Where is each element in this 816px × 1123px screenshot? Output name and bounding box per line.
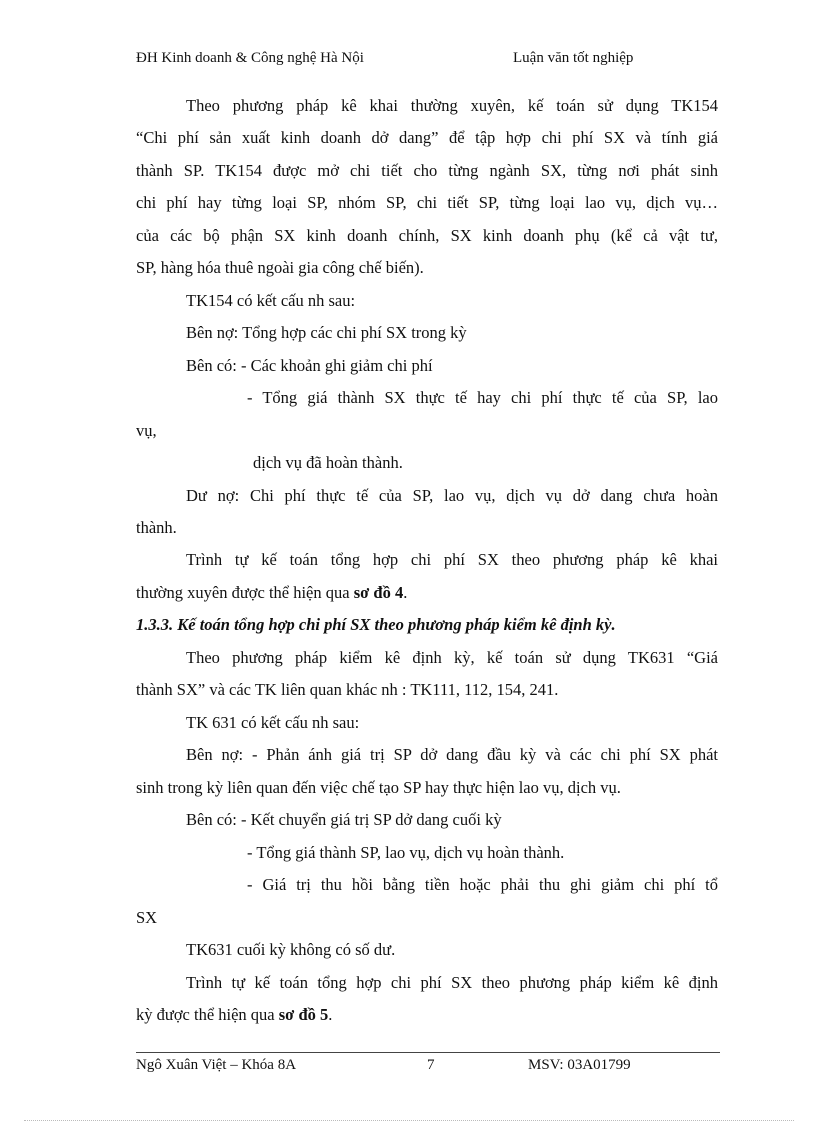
tk631-credit-3b: SX: [136, 908, 158, 927]
tk154-balance-2: thành.: [136, 518, 177, 537]
tk154-intro: TK154 có kết cấu nh sau:: [186, 291, 356, 310]
diagram-5-reference: sơ đồ 5: [278, 1005, 329, 1024]
section-heading: 1.3.3. Kế toán tổng hợp chi phí SX theo phương pháp kiểm kê định kỳ.: [136, 615, 616, 634]
p1-line-1: Theo phương pháp kê khai thường xuyên, kế toán sử dụng TK154: [186, 96, 718, 115]
tk631-seq-2-text: kỳ được thể hiện qua: [136, 1005, 279, 1024]
tk154-credit-2c: dịch vụ đã hoàn thành.: [253, 453, 403, 472]
tk631-seq-2: [136, 1005, 718, 1025]
tk154-credit-2a: - Tổng giá thành SX thực tế hay chi phí thực tế của SP, lao: [247, 388, 718, 407]
header-right: Luận văn tốt nghiệp: [513, 50, 634, 66]
tk631-no-balance: TK631 cuối kỳ không có số dư.: [186, 940, 396, 959]
tk154-seq-1: Trình tự kế toán tổng hợp chi phí SX theo phương pháp kê khai: [186, 550, 718, 569]
tk631-debit-2: sinh trong kỳ liên quan đến việc chế tạo SP hay thực hiện lao vụ, dịch vụ.: [136, 778, 621, 797]
tk631-seq-1: Trình tự kế toán tổng hợp chi phí SX theo phương pháp kiểm kê định: [186, 973, 718, 992]
p1-line-2: “Chi phí sản xuất kinh doanh dở dang” để tập hợp chi phí SX và tính giá: [136, 128, 718, 147]
tk154-seq-2-end: .: [403, 583, 408, 602]
tk154-seq-2-text: thường xuyên được thể hiện qua: [136, 583, 354, 602]
footer-author: Ngô Xuân Việt – Khóa 8A: [136, 1057, 297, 1073]
p1-line-4: chi phí hay từng loại SP, nhóm SP, chi tiết SP, từng loại lao vụ, dịch vụ…: [136, 193, 718, 212]
tk631-credit-1: Bên có: - Kết chuyển giá trị SP dở dang cuối kỳ: [186, 810, 502, 829]
tk631-intro: TK 631 có kết cấu nh sau:: [186, 713, 360, 732]
tk154-seq-2: [136, 583, 718, 603]
tk154-credit-2b: vụ,: [136, 421, 157, 440]
tk631-credit-3: - Giá trị thu hồi bằng tiền hoặc phải thu ghi giảm chi phí tổ: [247, 875, 718, 894]
tk154-credit-1: Bên có: - Các khoản ghi giảm chi phí: [186, 356, 433, 375]
diagram-4-reference: sơ đồ 4: [353, 583, 404, 602]
footer-msv: MSV: 03A01799: [528, 1057, 631, 1073]
tk154-debit: Bên nợ: Tổng hợp các chi phí SX trong kỳ: [186, 323, 467, 342]
p1-line-6: SP, hàng hóa thuê ngoài gia công chế biến).: [136, 258, 424, 277]
tk631-seq-2-end: .: [328, 1005, 333, 1024]
header-left: ĐH Kinh doanh & Công nghệ Hà Nội: [136, 50, 364, 66]
section-p2: thành SX” và các TK liên quan khác nh : TK111, 112, 154, 241.: [136, 680, 559, 699]
section-p1: Theo phương pháp kiểm kê định kỳ, kế toán sử dụng TK631 “Giá: [186, 648, 718, 667]
tk631-debit-1: Bên nợ: - Phản ánh giá trị SP dở dang đầu kỳ và các chi phí SX phát: [186, 745, 718, 764]
tk631-credit-2: - Tổng giá thành SP, lao vụ, dịch vụ hoàn thành.: [247, 843, 565, 862]
p1-line-3: thành SP. TK154 được mở chi tiết cho từng ngành SX, từng nơi phát sinh: [136, 161, 718, 180]
footer-rule: [136, 1052, 720, 1053]
page-number: 7: [427, 1057, 435, 1073]
tk154-balance-1: Dư nợ: Chi phí thực tế của SP, lao vụ, dịch vụ dở dang chưa hoàn: [186, 486, 718, 505]
p1-line-5: của các bộ phận SX kinh doanh chính, SX kinh doanh phụ (kể cả vật tư,: [136, 226, 718, 245]
page-edge-divider: [24, 1120, 794, 1121]
